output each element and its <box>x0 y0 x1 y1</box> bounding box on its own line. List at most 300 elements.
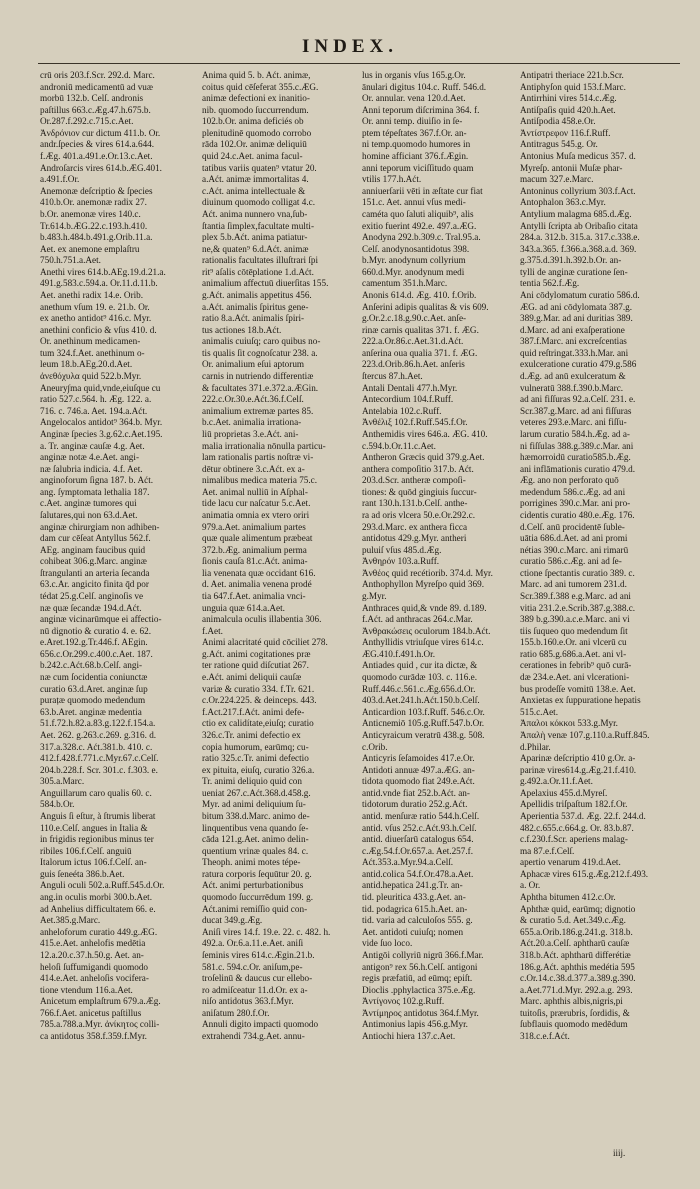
index-line: 284.a. 312.b. 315.a. 317.c.338.e. <box>520 232 640 243</box>
index-line: bus prodeſſe vomitū 138.e. Aet. <box>520 683 636 694</box>
index-line: g.Aćt. animi cogitationes præ <box>202 648 311 659</box>
index-line: tis qualis ſit cognoſcatur 238. a. <box>202 347 318 358</box>
index-line: dētur obtinere 3.c.Aćt. ex a- <box>202 463 305 474</box>
index-line: c.Aćt. anima intellectuale & <box>202 185 306 196</box>
index-line: ducat 349.g.Æg. <box>202 915 263 926</box>
index-line: curatio 63.d.Aret. anginæ ſup <box>40 683 148 694</box>
index-line: caméta quo ſaluti aliquib⁹, alis <box>362 208 474 219</box>
index-line: aniſatum 280.f.Or. <box>202 1007 270 1018</box>
index-line: vitia 231.2.e.Scrib.387.g.388.c. <box>520 602 636 613</box>
index-line: 584.b.Or. <box>40 799 75 810</box>
index-line: 410.b.Or. anemonæ radix 27. <box>40 197 147 208</box>
index-line: Myreſp. antonii Muſæ phar- <box>520 162 623 173</box>
index-line: Aparinæ deſcriptio 410 g.Or. a- <box>520 753 636 764</box>
index-line: 979.a.Aet. animalium partes <box>202 521 306 532</box>
index-line: ang.in oculis morbi 300.b.Aet. <box>40 892 153 903</box>
index-line: Anthemidis vires 646.a. ÆG. 410. <box>362 428 488 439</box>
index-line: cohibeat 306.g.Marc. anginæ <box>40 556 147 567</box>
index-line: niſo antidotus 363.f.Myr. <box>202 996 294 1007</box>
index-line: quomodo curādæ 103. c. 116.e. <box>362 672 477 683</box>
index-line: hæmorroidū curatio585.b.Æg. <box>520 452 631 463</box>
index-line: tidotorum duratio 252.g.Aćt. <box>362 799 468 810</box>
index-line: 222.c.Or.30.e.Aćt.36.f.Celſ. <box>202 394 304 405</box>
index-line: ſionis cauſa 81.c.Aćt. anima- <box>202 556 308 567</box>
index-line: & curatio 5.d. Aet.349.c.Æg. <box>520 915 626 926</box>
index-line: Antitragus 545.g. Or. <box>520 139 598 150</box>
index-line: 222.a.Or.86.c.Aet.31.d.Aćt. <box>362 336 464 347</box>
index-line: 766.f.Aet. anicetus paſtillus <box>40 1007 142 1018</box>
index-line: Ἀνθρακώσεις oculorum 184.b.Aćt. <box>362 625 491 636</box>
index-line: malia irrationalia nōnulla particu- <box>202 440 326 451</box>
index-line: rinæ carnis qualitas 371. f. ÆG. <box>362 324 479 335</box>
index-line: ex pituita, eiuſq, curatio 326.a. <box>202 764 315 775</box>
index-line: Anguis ſi eſtur, à ſtrumis liberat <box>40 811 156 821</box>
index-line: Antiades quid , cur ita dictæ, & <box>362 660 478 671</box>
index-line: vide ſuo loco. <box>362 938 413 949</box>
index-line: næ quæ ſecandæ 194.d.Aćt. <box>40 602 142 613</box>
index-line: b.483.h.484.b.491.g.Orib.11.a. <box>40 232 153 243</box>
index-line: ca antidotus 358.f.359.f.Myr. <box>40 1030 147 1041</box>
index-line: tid. pleuritica 433.g.Aet. an- <box>362 892 466 903</box>
index-line: anthera compoſitio 317.b. Aćt. <box>362 463 474 474</box>
index-line: Antiſpodia 458.e.Or. <box>520 116 596 127</box>
index-line: bitum 338.d.Marc. animo de- <box>202 811 310 821</box>
index-line: 387.f.Marc. ani excreſcentias <box>520 336 627 347</box>
index-line: c.f.230.f.Scr. aperiens malag- <box>520 834 628 845</box>
index-line: uātia 686.d.Aet. ad ani promi <box>520 533 628 544</box>
index-line: 326.c.Tr. animi defectio ex <box>202 729 301 740</box>
index-line: curatio 586.c.Æg. ani ad ſe- <box>520 556 622 567</box>
index-column-3 <box>362 70 520 1043</box>
index-line: Anguli oculi 502.a.Ruff.545.d.Or. <box>40 880 165 891</box>
index-line: Or. animalium eſui aptorum <box>202 359 305 370</box>
index-line: Antecordium 104.f.Ruff. <box>362 394 454 405</box>
index-line: a.Aćt. animalis ſpiritus gene- <box>202 301 309 312</box>
index-line: 655.a.Orib.186.g.241.g. 318.b. <box>520 926 633 937</box>
index-line: Antylli ſcripta ab Oribaſio citata <box>520 220 638 231</box>
index-line: Anthophyllon Myreſpo quid 369. <box>362 579 484 590</box>
index-line: a.491.f.Or. <box>40 174 80 185</box>
index-line: Antiphyſon quid 153.f.Marc. <box>520 81 626 92</box>
index-line: diuinum quomodo colligat 4.c. <box>202 197 316 208</box>
index-column-2 <box>202 70 360 1043</box>
index-line: Anicetum emplaſtrum 679.a.Æg. <box>40 996 161 1007</box>
index-line: Tr.614.b.ÆG.22.c.193.h.410. <box>40 220 148 231</box>
index-line: plenitudinē quomodo corrobo <box>202 127 312 138</box>
index-line: b.Or. anemonæ vires 140.c. <box>40 208 141 219</box>
index-line: næ ſalubria indicia. 4.f. Aet. <box>40 463 143 474</box>
index-line: Ἀντίστρεφον 116.f.Ruff. <box>520 127 611 138</box>
index-line: f.Aćt. ad anthracas 264.c.Mar. <box>362 614 473 625</box>
index-line: ratio 8.a.Aćt. animalis ſpiri- <box>202 313 305 324</box>
index-line: 785.a.788.a.Myr. ἀνίκητος colli- <box>40 1019 160 1030</box>
index-line: parinæ vires614.g.Æg.21.f.410. <box>520 764 637 775</box>
index-line: 343.a.365. f.366.a.368.a.d. 369. <box>520 243 637 254</box>
index-line: g.Aćt. animalis appetitus 456. <box>202 289 312 300</box>
index-line: 223.d.Orib.86.h.Aet. anſeris <box>362 359 465 370</box>
index-line: Ἀπαλὴ venæ 107.g.110.a.Ruff.845. <box>520 729 650 740</box>
index-line: ad ani fiſſuras 92.a.Celſ. 231. e. <box>520 394 636 405</box>
index-line: ſtrangulanti an arteria ſecanda <box>40 567 150 578</box>
index-line: Anticyris ſeſamoides 417.e.Or. <box>362 753 475 764</box>
index-line: Ἀνθηρόν 103.a.Ruff. <box>362 556 440 567</box>
index-line: quid 24.c.Aet. anima facul- <box>202 151 303 162</box>
index-line: copia humorum, earūmq; cu- <box>202 741 309 752</box>
index-line: ānulari digitus 104.c. Ruff. 546.d. <box>362 81 487 92</box>
index-line: Antipatri theriace 221.b.Scr. <box>520 70 624 80</box>
index-line: Anni teporum diſcrimina 364. f. <box>362 104 480 115</box>
index-line: d. Aet. animalia venena prodé <box>202 579 312 590</box>
index-line: 415.e.Aet. anhelofis medētia <box>40 938 146 949</box>
index-line: ter ratione quid diſcutiat 267. <box>202 660 309 671</box>
index-line: Italorum ictus 106.f.Celſ. an- <box>40 857 147 868</box>
index-line: Anxietas ex ſuppuratione hepatis <box>520 695 641 706</box>
index-line: Anthraces quid,& vnde 89. d.189. <box>362 602 487 613</box>
index-line: 750.h.751.a.Aet. <box>40 255 101 266</box>
index-line: antigon⁹ rex 56.h.Celſ. antigoni <box>362 961 478 972</box>
index-line: Anonis 614.d. Æg. 410. f.Orib. <box>362 289 477 300</box>
index-line: g.Or.2.c.18.g.90.c.Aet. anſe- <box>362 313 467 324</box>
index-line: exulceratione curatio 479.g.586 <box>520 359 637 370</box>
index-line: Marc. ad ani tumorem 231.d. <box>520 579 627 590</box>
index-line: camentum 351.h.Marc. <box>362 278 448 289</box>
index-line: extrahendi 734.g.Aet. annu- <box>202 1030 305 1041</box>
index-line: Or. anethinum medicamen- <box>40 336 141 347</box>
index-line: tiis ſuqueo quo medendum ſit <box>520 625 628 636</box>
index-line: Anſerini adipis qualitas & vis 609. <box>362 301 489 312</box>
index-line: paſtillus 663.c.Æg.47.h.675.b. <box>40 104 151 115</box>
index-line: Ἀντίμηρος antidotus 364.f.Myr. <box>362 1007 479 1018</box>
index-line: tid. varia ad calculoſos 555. g. <box>362 915 473 926</box>
index-line: Or. annular. vena 120.d.Aet. <box>362 93 466 104</box>
index-line: cāda 121.g.Aet. animo delin- <box>202 834 309 845</box>
index-line: apertio venarum 419.d.Aet. <box>520 857 621 868</box>
index-line: antidotus 429.g.Myr. antheri <box>362 533 467 544</box>
index-line: 151.c. Aet. annui vſus medi- <box>362 197 466 208</box>
index-line: Ἀνδρόνιον cur dictum 411.b. Or. <box>40 127 161 138</box>
index-line: Anthyllidis vtriuſque vires 614.c. <box>362 637 484 648</box>
index-line: vulneratū 388.f.390.b.Marc. <box>520 382 624 393</box>
index-line: nū dignotio & curatio 4. e. 62. <box>40 625 151 636</box>
index-line: 414.e.Aet. anheloſis vocifera- <box>40 973 149 984</box>
index-line: Aperientia 537.d. Æg. 22.f. 244.d. <box>520 811 646 821</box>
index-line: b.242.c.Aćt.68.b.Celſ. angi- <box>40 660 143 671</box>
index-line: unguia quæ 614.a.Aet. <box>202 602 285 613</box>
index-line: antid. diuerſarū catalogus 654. <box>362 834 474 845</box>
index-line: 389 b.g.390.a.c.e.Marc. ani vi <box>520 614 630 625</box>
index-line: Anticyraicum veratrū 438.g. 508. <box>362 729 485 740</box>
index-line: tid. podagrica 615.h.Aet. an- <box>362 903 468 914</box>
header-rule <box>38 63 680 64</box>
index-line: quid reſtringat.333.h.Mar. ani <box>520 347 629 358</box>
index-line: Aniſi vires 14.f. 19.e. 22. c. 482. h. <box>202 926 331 937</box>
index-line: Or.287.f.292.c.715.c.Aet. <box>40 116 134 127</box>
index-line: Antophalon 363.c.Myr. <box>520 197 606 208</box>
index-line: Myr. ad animi deliquium ſu- <box>202 799 306 810</box>
index-line: rāda 102.Or. animæ deliquiū <box>202 139 307 150</box>
page-title: INDEX. <box>302 36 398 57</box>
index-line: b.c.Aet. animalia irrationa- <box>202 417 302 428</box>
index-line: heloſi ſuffumigandi quomodo <box>40 961 149 972</box>
index-line: andr.ſpecies & vires 614.a.644. <box>40 139 155 150</box>
index-line: tide lacu cur naſcatur 5.c.Aet. <box>202 498 311 509</box>
index-line: anginæ vicinarūmque ei affectio- <box>40 614 162 625</box>
index-line: rationalis facultates illuſtrari ſpi <box>202 255 319 266</box>
index-line: ad Anhelius difficultatem 66. e. <box>40 903 156 914</box>
index-line: Tr. animi deliquio quid con <box>202 776 302 787</box>
index-line: tylli de anginæ curatione ſen- <box>520 266 628 277</box>
index-line: 716. c. 746.a. Aet. 194.a.Aćt. <box>40 405 148 416</box>
index-line: linquentibus vena quando ſe- <box>202 822 309 833</box>
index-line: c.Aet. anginæ tumores qui <box>40 498 137 509</box>
index-line: Antylium malagma 685.d.Æg. <box>520 208 632 219</box>
index-line: medendum 586.c.Æg. ad ani <box>520 486 626 497</box>
index-line: Ἀνθέος quid recétiorib. 374.d. Myr. <box>362 567 493 578</box>
index-line: regis præfatiū, ad eūmq; epiſt. <box>362 973 473 984</box>
index-line: 482.c.655.c.664.g. Or. 83.b.87. <box>520 822 634 833</box>
index-line: ma 87.e.f.Celſ. <box>520 845 575 856</box>
index-line: Aet. animal nulliū in Aſphal- <box>202 486 308 497</box>
index-line: f.Aet. <box>202 625 223 636</box>
index-line: e.Aćt. animi deliquii cauſæ <box>202 672 302 683</box>
index-line: ÆG.410.f.491.h.Or. <box>362 648 435 659</box>
index-line: Annuli digito impacti quomodo <box>202 1019 319 1030</box>
index-line: ratura corporis ſequūtur 20. g. <box>202 868 312 879</box>
index-line: 12.a.20.c.37.h.50.g. Aet. an- <box>40 949 144 960</box>
index-line: lus in organis vſus 165.g.Or. <box>362 70 466 80</box>
index-line: næ cum ſocidentia coniunctæ <box>40 672 148 683</box>
index-line: antid. menſuræ ratio 544.h.Celſ. <box>362 811 480 821</box>
index-line: g.Myr. <box>362 591 387 602</box>
index-line: porrigines 390.c.Mar. ani pro- <box>520 498 631 509</box>
index-line: anni teporum viciſſitudo quam <box>362 162 474 173</box>
index-line: lia venenata quæ occidant 616. <box>202 567 316 578</box>
index-line: ani inflāmationis curatio 479.d. <box>520 463 636 474</box>
index-line: 403.d.Aet.241.h.Aćt.150.b.Celſ. <box>362 695 480 706</box>
index-line: Scr.387.g.Marc. ad ani fiſſuras <box>520 405 632 416</box>
index-line: ratio 325.c.Tr. animi defectio <box>202 753 309 764</box>
index-line: animalium affectuū diuerſitas 155. <box>202 278 329 289</box>
index-line: Aćt.20.a.Celſ. aphtharū cauſæ <box>520 938 630 949</box>
index-line: 389.g.Mar. ad ani duritias 389. <box>520 313 633 324</box>
index-column-1 <box>40 70 198 1043</box>
index-line: vtilis 177.h.Aćt. <box>362 174 422 185</box>
index-line: Anguillarum caro qualis 60. c. <box>40 787 152 798</box>
index-line: Scr.389.f.388 e.g.Marc. ad ani <box>520 591 631 602</box>
index-line: tidota quomodo fiat 249.e.Aćt. <box>362 776 475 787</box>
index-line: anſerina oua qualia 371. f. ÆG. <box>362 347 478 358</box>
index-line: 515.c.Aet. <box>520 706 559 717</box>
index-line: rant 130.h.131.b.Celſ. anthe- <box>362 498 468 509</box>
index-line: c.Orib. <box>362 741 388 752</box>
index-line: 63.b.Aret. anginæ medentia <box>40 706 142 717</box>
index-line: in frigidis regionibus minus ter <box>40 834 154 845</box>
index-line: purațæ quomodo medendum <box>40 695 146 706</box>
index-line: ro admiſceatur 11.d.Or. ex a- <box>202 984 308 995</box>
index-line: antid.colica 54.f.Or.478.a.Aet. <box>362 868 474 879</box>
index-line: Dioclis .pphylactica 375.e.Æg. <box>362 984 476 995</box>
index-line: tédat 25.g.Celſ. anginoſis ve <box>40 591 144 602</box>
index-line: d.Marc. ad ani exaſperatione <box>520 324 625 335</box>
index-line: a. Or. <box>520 880 541 891</box>
index-line: 305.a.Marc. <box>40 776 85 787</box>
index-line: 581.c. 594.c.Or. aniſum,pe- <box>202 961 303 972</box>
index-line: Apellidis triſpaſtum 182.f.Or. <box>520 799 628 810</box>
index-line: nétias 390.c.Marc. ani rimarū <box>520 544 629 555</box>
index-line: dam cur cēſeat Antyllus 562.f. <box>40 533 151 544</box>
index-line: e.Aret.192.g.Tr.446.f. AEgin. <box>40 637 148 648</box>
index-line: Aćt. animi perturbationibus <box>202 880 304 891</box>
index-line: tuitoſis, prærubris, ſordidis, & <box>520 1007 630 1018</box>
index-line: Antonius Muſa medicus 357. d. <box>520 151 636 162</box>
index-line: Antirrhini vires 514.c.Æg. <box>520 93 617 104</box>
index-line: ctio ex calidítate,eiuſq; curatio <box>202 718 314 729</box>
index-line: rit⁹ aſalis cōtēplatione 1.d.Aćt. <box>202 266 314 277</box>
index-line: tatibus variis quaten⁹ vtatur 20. <box>202 162 317 173</box>
index-line: Theoph. animi motes tépe- <box>202 857 301 868</box>
index-line: c.Or.224.225. & deinceps. 443. <box>202 695 317 706</box>
index-line: ne,& quaten⁹ 6.d.Aćt. animæ <box>202 243 309 254</box>
index-line: anheloforum curatio 449.g.ÆG. <box>40 926 158 937</box>
index-line: antid. vſus 252.c.Aćt.93.h.Celſ. <box>362 822 477 833</box>
index-line: Anginæ ſpecies 3.g.62.c.Aet.195. <box>40 428 163 439</box>
index-line: ex anetho antidot⁹ 416.c. Myr. <box>40 313 152 324</box>
index-line: macum 327.e.Marc. <box>520 174 594 185</box>
index-line: animalium extremæ partes 85. <box>202 405 314 416</box>
index-line: Anemonæ deſcriptio & ſpecies <box>40 185 153 196</box>
index-line: Anethi vires 614.b.AEg.19.d.21.a. <box>40 266 166 277</box>
index-line: Antidoti annuæ 497.a.ÆG. an- <box>362 764 475 775</box>
index-line: Angelocalos antidot⁹ 364.b. Myr. <box>40 417 163 428</box>
index-line: animæ defectioni ex inanitio- <box>202 93 310 104</box>
index-line: Aneury∫ma quid,vnde,eiuſque cu <box>40 382 161 393</box>
index-line: Aćt. anima nunnero vna,ſub- <box>202 208 308 219</box>
index-line: Aphtha bitumen 412.c.Or. <box>520 892 616 903</box>
index-line: Anticnemiō 105.g.Ruff.547.b.Or. <box>362 718 485 729</box>
index-line: ſubflauis quomodo medēdum <box>520 1019 628 1030</box>
index-line: 660.d.Myr. anodynum medi <box>362 266 465 277</box>
index-line: Ani cōdylomatum curatio 586.d. <box>520 289 640 300</box>
index-line: ptem tépeſtates 367.f.Or. an- <box>362 127 467 138</box>
index-line: animalis cuiuſq; caro quibus no- <box>202 336 321 347</box>
index-line: homine afficiant 376.f.Ægin. <box>362 151 469 162</box>
index-line: Celſ. anodynosantidotus 398. <box>362 243 470 254</box>
index-line: Androſarcis vires 614.b.ÆG.401. <box>40 162 162 173</box>
index-line: lam rationalis partis noſtræ vi- <box>202 452 314 463</box>
index-line: ἀνεθόχυλα quid 522.b.Myr. <box>40 371 142 382</box>
index-line: Ruff.446.c.561.c.Æg.656.d.Or. <box>362 683 476 694</box>
index-line: Animi alacritaté quid cōciliet 278. <box>202 637 328 648</box>
index-line: ctione ſpectantis curatio 389. c. <box>520 567 635 578</box>
index-line: tus actiones 18.b.Aćt. <box>202 324 282 335</box>
index-line: g.375.d.391.h.392.b.Or. an- <box>520 255 622 266</box>
index-line: Aet. antidoti cuiuſq; nomen <box>362 926 464 937</box>
index-line: Antelabia 102.c.Ruff. <box>362 405 442 416</box>
index-line: 155.b.160.e.Or. ani vlcerū cu <box>520 637 627 648</box>
index-line: androniū medicamentū ad vuæ <box>40 81 154 92</box>
index-line: Antimonius lapis 456.g.Myr. <box>362 1019 468 1030</box>
index-line: d.Philar. <box>520 741 551 752</box>
index-line: d.Celſ. anū procidentē ſuble- <box>520 521 625 532</box>
index-line: Aet. ex anemone emplaſtru <box>40 243 140 254</box>
index-line: quentium vrinæ quales 84. c. <box>202 845 309 856</box>
index-line: animatia omnia ex vtero oriri <box>202 509 310 520</box>
index-line: 51.f.72.h.82.a.83.g.122.f.154.a. <box>40 718 156 729</box>
index-line: tione vtendum 116.a.Aet. <box>40 984 133 995</box>
index-line: c.594.b.Or.11.c.Aet. <box>362 440 436 451</box>
index-line: Aćt.353.a.Myr.94.a.Celſ. <box>362 857 454 868</box>
index-line: morbū 132.b. Celſ. andronis <box>40 93 144 104</box>
index-line: antid.hepatica 241.g.Tr. an- <box>362 880 463 891</box>
index-line: f.Act.217.f.Aćt. animi defe- <box>202 706 305 717</box>
index-line: 63.c.Ar. angicito finita q̄d por <box>40 579 149 590</box>
index-line: 372.b.Æg. animalium perma <box>202 544 307 555</box>
index-line: Apelaxius 455.d.Myreſ. <box>520 787 608 798</box>
index-line: d.Æg. ad anū exulceratum & <box>520 371 626 382</box>
index-line: a. Tr. anginæ cauſæ 4.g. Aet. <box>40 440 145 451</box>
index-line: Antiochi hiera 137.c.Aet. <box>362 1030 456 1041</box>
index-line: Aphthæ quid, earūmq; dignotio <box>520 903 636 914</box>
index-line: & facultates 371.e.372.a.ÆGin. <box>202 382 319 393</box>
index-line: Ἀνθέλιξ 102.f.Ruff.545.f.Or. <box>362 417 468 428</box>
index-line: puluiſ vſus 485.d.Æg. <box>362 544 442 555</box>
index-line: Anodyna 292.b.309.c. Tral.95.a. <box>362 232 481 243</box>
index-line: crū oris 203.f.Scr. 292.d. Marc. <box>40 70 155 80</box>
index-line: ribiles 106.f.Celſ. anguiū <box>40 845 132 856</box>
index-line: anginæ chirurgiam non adhiben- <box>40 521 160 532</box>
index-line: exitio fuerint 492.e. 497.a.ÆG. <box>362 220 477 231</box>
index-line: ra ad oris vlcera 50.e.Or.292.c. <box>362 509 476 520</box>
index-line: Aet. anethi radix 14.e. Orib. <box>40 289 144 300</box>
index-line: Marc. aphthis albis,nigris,pi <box>520 996 623 1007</box>
index-line: liū proprietas 3.e.Aćt. ani- <box>202 428 299 439</box>
index-line: animalcula oculis illabentia 306. <box>202 614 322 625</box>
index-line: ÆG. ad ani cōdylomata 387.g. <box>520 301 633 312</box>
index-line: Æg. ano non perforato quō <box>520 475 619 486</box>
index-line: quæ quale alimentum præbeat <box>202 533 313 544</box>
index-line: Aet. 262. g.263.c.269. g.316. d. <box>40 729 157 740</box>
index-line: 110.e.Celſ. angues in Italia & <box>40 822 148 833</box>
index-line: variæ & curatio 334. f.Tr. 621. <box>202 683 315 694</box>
index-line: 492.a. Or.6.a.11.e.Aet. aniſi <box>202 938 304 949</box>
index-line: tiones: & quōd gingiuis ſuccur- <box>362 486 477 497</box>
index-line: anethum vſum 19. e. 21.b. Or. <box>40 301 150 312</box>
index-line: Ἀντίγονος 102.g.Ruff. <box>362 996 445 1007</box>
index-line: anginoforum ſigna 187. b. Aćt. <box>40 475 154 486</box>
index-line: ueniat 267.c.Aćt.368.d.458.g. <box>202 787 311 798</box>
index-line: plex 5.b.Aćt. anima patiatur- <box>202 232 308 243</box>
index-line: c.Æg.54.f.Or.657.a. Aet.257.f. <box>362 845 473 856</box>
index-line: Aet.385.g.Marc. <box>40 915 101 926</box>
index-line: 102.b.Or. anima deficiés ob <box>202 116 304 127</box>
index-line: ſtantia ſimplex,facultate multi- <box>202 220 314 231</box>
index-line: antid.vnde fiat 252.b.Aćt. an- <box>362 787 470 798</box>
index-line: AEg. anginam faucibus quid <box>40 544 146 555</box>
index-line: nib. quomodo ſuccurrendum. <box>202 104 309 115</box>
index-line: troſelinū & daucus cur ellebo- <box>202 973 313 984</box>
index-line: tum 324.f.Aet. anethinum o- <box>40 347 145 358</box>
index-line: f.Æg. 401.a.491.e.Or.13.c.Aet. <box>40 151 153 162</box>
index-line: Antoninus collyrium 303.f.Act. <box>520 185 636 196</box>
index-line: ſeminis vires 614.c.Ægin.21.b. <box>202 949 315 960</box>
index-line: carnis in nutriendo differentiæ <box>202 371 314 382</box>
index-line: ni fiſſulas 388.g.389.c.Mar. ani <box>520 440 634 451</box>
index-line: cidentis curatio 480.e.Æg. 176. <box>520 509 635 520</box>
index-line: Or. anni temp. diuiſio in ſe- <box>362 116 463 127</box>
index-line: 318.b.Aćt. aphtharū differétiæ <box>520 949 631 960</box>
index-line: ratio 527.c.564. h. Æg. 122. a. <box>40 394 152 405</box>
index-line: Anticardion 103.f.Ruff. 546.c.Or. <box>362 706 485 717</box>
